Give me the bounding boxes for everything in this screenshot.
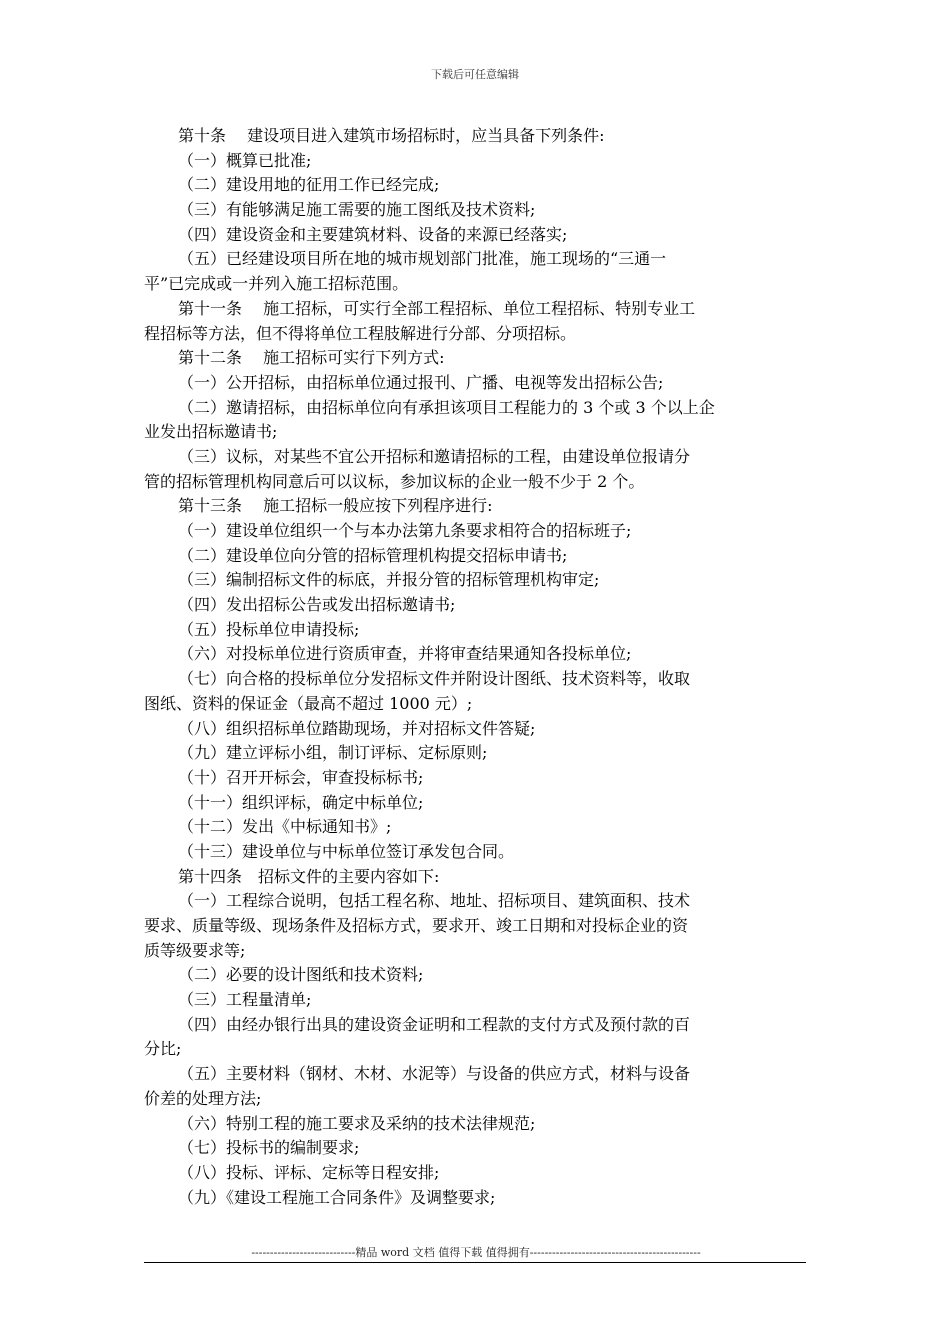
document-line: （九）建立评标小组，制订评标、定标原则; <box>178 743 488 763</box>
document-line: （一）公开招标，由招标单位通过报刊、广播、电视等发出招标公告; <box>178 372 664 392</box>
document-line: （四）由经办银行出具的建设资金证明和工程款的支付方式及预付款的百 <box>178 1014 691 1034</box>
footer-divider <box>144 1262 806 1263</box>
document-line: （二）建设单位向分管的招标管理机构提交招标申请书; <box>178 545 568 565</box>
document-line: （五）主要材料（钢材、木材、水泥等）与设备的供应方式，材料与设备 <box>178 1064 691 1084</box>
document-body <box>144 124 808 1210</box>
document-line: （四）发出招标公告或发出招标邀请书; <box>178 595 456 615</box>
document-line: （十三）建设单位与中标单位签订承发包合同。 <box>178 841 515 861</box>
document-line: 第十二条 施工招标可实行下列方式: <box>178 348 445 368</box>
document-line: （二）邀请招标，由招标单位向有承担该项目工程能力的 3 个或 3 个以上企 <box>178 397 715 417</box>
document-line: （七）向合格的投标单位分发招标文件并附设计图纸、技术资料等，收取 <box>178 669 691 689</box>
document-line: （一）工程综合说明，包括工程名称、地址、招标项目、建筑面积、技术 <box>178 891 691 911</box>
page-footer: ----------------------------精品 word 文档 值得下载 值得拥有---------------------------------------------- <box>251 1246 701 1259</box>
document-line: （九）《建设工程施工合同条件》及调整要求; <box>178 1187 496 1207</box>
document-line: 管的招标管理机构同意后可以议标，参加议标的企业一般不少于 2 个。 <box>144 471 645 491</box>
document-line: 第十三条 施工招标一般应按下列程序进行: <box>178 496 493 516</box>
document-line: （一）概算已批准; <box>178 150 312 170</box>
document-line: 第十条 建设项目进入建筑市场招标时，应当具备下列条件: <box>178 126 605 145</box>
document-line: （十）召开开标会，审查投标标书; <box>178 767 424 787</box>
document-line: 第十四条 招标文件的主要内容如下: <box>178 866 440 886</box>
page-header: 下载后可任意编辑 <box>431 68 519 81</box>
document-line: （四）建设资金和主要建筑材料、设备的来源已经落实; <box>178 224 568 244</box>
document-line: （十一）组织评标，确定中标单位; <box>178 792 424 812</box>
document-line: 业发出招标邀请书; <box>144 422 278 442</box>
document-line: 程招标等方法，但不得将单位工程肢解进行分部、分项招标。 <box>144 323 577 343</box>
document-line: （八）投标、评标、定标等日程安排; <box>178 1162 440 1182</box>
document-line: （三）议标，对某些不宜公开招标和邀请招标的工程，由建设单位报请分 <box>178 446 691 466</box>
document-line: （一）建设单位组织一个与本办法第九条要求相符合的招标班子; <box>178 521 632 540</box>
document-line: 要求、质量等级、现场条件及招标方式，要求开、竣工日期和对投标企业的资 <box>144 916 689 935</box>
document-line: （五）投标单位申请投标; <box>178 619 360 639</box>
document-line: （七）投标书的编制要求; <box>178 1138 360 1158</box>
document-line: （六）特别工程的施工要求及采纳的技术法律规范; <box>178 1113 536 1133</box>
document-line: 第十一条 施工招标，可实行全部工程招标、单位工程招标、特别专业工 <box>178 298 696 318</box>
document-line: 平”已完成或一并列入施工招标范围。 <box>144 274 409 294</box>
document-line: （三）工程量清单; <box>178 990 312 1010</box>
document-line: 价差的处理方法; <box>144 1088 262 1108</box>
document-line: （三）有能够满足施工需要的施工图纸及技术资料; <box>178 200 536 220</box>
document-line: （二）建设用地的征用工作已经完成; <box>178 175 440 195</box>
document-line: 分比; <box>144 1039 182 1059</box>
document-line: （六）对投标单位进行资质审查，并将审查结果通知各投标单位; <box>178 644 632 664</box>
document-line: （八）组织招标单位踏勘现场，并对招标文件答疑; <box>178 718 536 738</box>
document-line: 图纸、资料的保证金（最高不超过 1000 元）; <box>144 693 473 713</box>
document-line: （三）编制招标文件的标底，并报分管的招标管理机构审定; <box>178 570 600 590</box>
document-line: （五）已经建设项目所在地的城市规划部门批准，施工现场的“三通一 <box>178 249 667 269</box>
document-line: 质等级要求等; <box>144 940 246 960</box>
document-line: （十二）发出《中标通知书》; <box>178 817 392 837</box>
document-line: （二）必要的设计图纸和技术资料; <box>178 965 424 985</box>
